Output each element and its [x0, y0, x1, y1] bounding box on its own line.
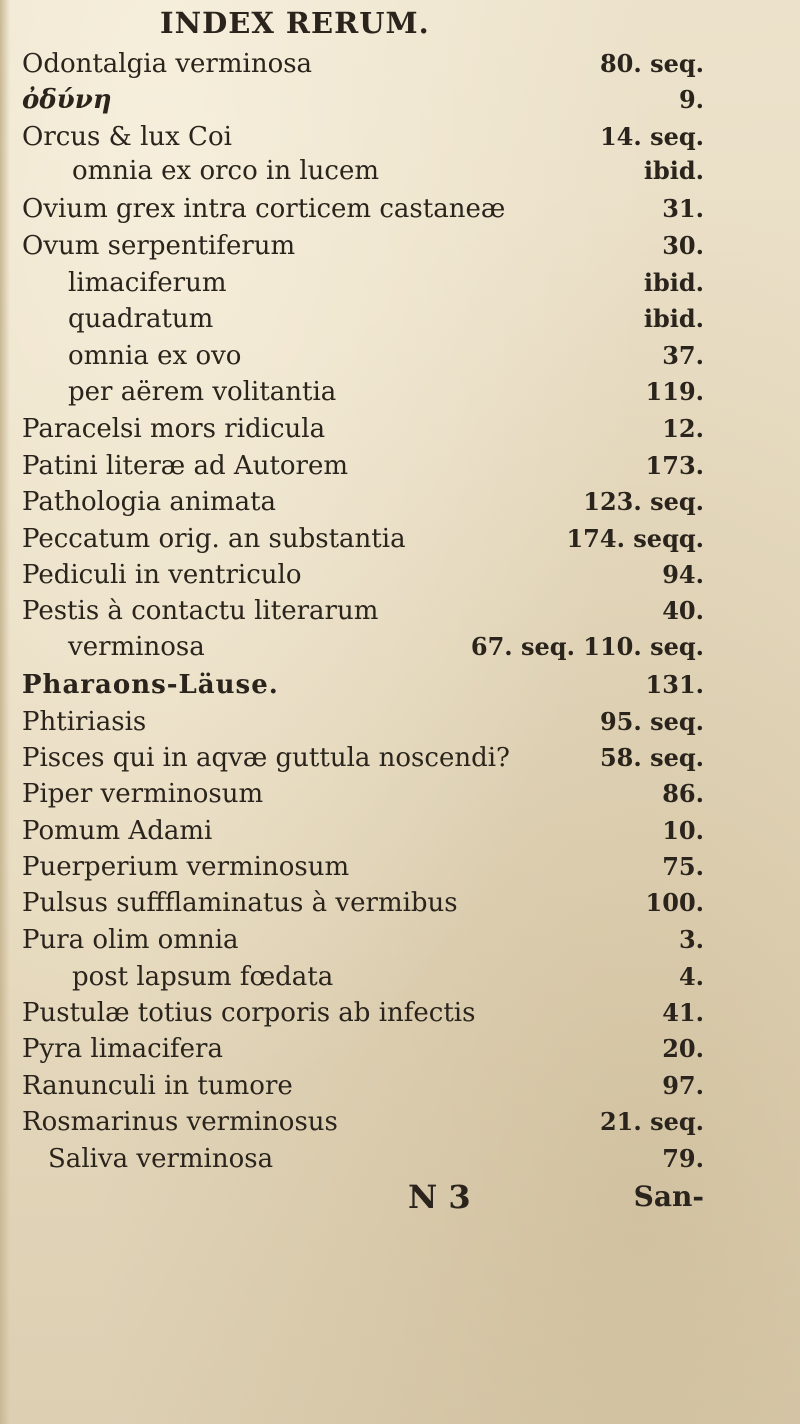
entry-term: Orcus & lux Coi	[22, 122, 232, 152]
entry-ref: 14. seq.	[599, 122, 704, 151]
catchword: San-	[633, 1180, 704, 1213]
entry-ref: 95. seq.	[599, 707, 704, 736]
index-entry	[0, 775, 800, 813]
entry-ref: ibid.	[643, 156, 704, 185]
entry-ref: 41.	[662, 998, 704, 1027]
index-entry	[0, 592, 800, 630]
entry-term: Pharaons-Läuse.	[22, 670, 279, 700]
index-entry	[0, 373, 800, 411]
entry-ref: 9.	[678, 85, 704, 114]
entry-ref: ibid.	[643, 268, 704, 297]
entry-term: Pestis à contactu literarum	[22, 596, 379, 626]
entry-term: Ovium grex intra corticem castaneæ	[22, 194, 506, 224]
index-entry	[0, 410, 800, 448]
entry-ref: 100.	[645, 888, 704, 917]
signature-mark: N 3	[408, 1178, 471, 1216]
entry-term: verminosa	[68, 632, 205, 662]
index-entry	[0, 227, 800, 265]
index-entry	[0, 1108, 800, 1174]
entry-ref: 21. seq.	[599, 1107, 704, 1136]
entry-term: Piper verminosum	[22, 779, 264, 809]
index-entry	[0, 703, 800, 741]
index-entry	[0, 848, 800, 886]
entry-term: Pustulæ totius corporis ab infectis	[22, 998, 476, 1028]
entry-term: omnia ex orco in lucem	[72, 156, 379, 186]
entry-ref: 31.	[662, 194, 704, 223]
entry-ref: 119.	[645, 377, 704, 406]
index-entry	[0, 921, 800, 959]
entry-ref: 79.	[662, 1144, 704, 1173]
entry-term: Phtiriasis	[22, 707, 147, 737]
entry-ref: 30.	[662, 231, 704, 260]
index-entry	[0, 447, 800, 485]
entry-term: ὀδύνη	[22, 85, 112, 115]
entry-ref: 3.	[678, 925, 704, 954]
index-entry	[0, 190, 800, 228]
index-entry	[0, 628, 800, 666]
entry-ref: 75.	[662, 852, 704, 881]
entry-ref: 123. seq.	[583, 487, 704, 516]
entry-ref: 94.	[662, 560, 704, 589]
entry-ref: 58. seq.	[599, 743, 704, 772]
index-entry	[0, 958, 800, 996]
index-entry	[0, 556, 800, 594]
index-entry	[0, 264, 800, 302]
entry-term: Pomum Adami	[22, 816, 213, 846]
index-entry	[0, 994, 800, 1032]
entry-ref: 40.	[662, 596, 704, 625]
entry-ref: 4.	[678, 962, 704, 991]
entry-term: Puerperium verminosum	[22, 852, 350, 882]
index-entry	[0, 483, 800, 521]
entry-term: Pisces qui in aqvæ guttula noscendi?	[22, 743, 510, 773]
entry-ref: 12.	[662, 414, 704, 443]
entry-ref: 97.	[662, 1071, 704, 1100]
index-entry	[0, 520, 800, 558]
entry-term: Ovum serpentiferum	[22, 231, 296, 261]
index-entry	[0, 884, 800, 922]
entry-ref: 10.	[662, 816, 704, 845]
entry-term: Paracelsi mors ridicula	[22, 414, 326, 444]
index-entry	[0, 337, 800, 375]
index-entry	[0, 81, 800, 119]
entry-term: limaciferum	[68, 268, 227, 298]
entry-term: post lapsum fœdata	[72, 962, 334, 992]
index-entry	[0, 1067, 800, 1105]
entry-term: Pura olim omnia	[22, 925, 239, 955]
entry-term: Odontalgia verminosa	[22, 49, 313, 79]
entry-ref: 20.	[662, 1034, 704, 1063]
entry-term: Ranunculi in tumore	[22, 1071, 293, 1101]
index-entry	[0, 666, 800, 704]
entry-ref: 131.	[645, 670, 704, 699]
index-entry	[0, 152, 800, 190]
entry-term: quadratum	[68, 304, 214, 334]
entry-term: Peccatum orig. an substantia	[22, 524, 406, 554]
entry-term: Pyra limacifera	[22, 1034, 223, 1064]
entry-term: Rosmarinus verminosus	[22, 1107, 338, 1137]
entry-ref: 67. seq. 110. seq.	[470, 632, 704, 661]
entry-term: Pulsus suffflaminatus à vermibus	[22, 888, 458, 918]
entry-term: Saliva verminosa	[48, 1144, 274, 1174]
entry-ref: 37.	[662, 341, 704, 370]
index-entry	[0, 118, 800, 156]
entry-term: Pathologia animata	[22, 487, 277, 517]
index-entry	[0, 45, 800, 83]
index-entry	[0, 812, 800, 850]
entry-ref: 80. seq.	[599, 49, 704, 78]
running-head: INDEX RERUM.	[160, 6, 430, 40]
entry-ref: 86.	[662, 779, 704, 808]
index-entry	[0, 300, 800, 338]
entry-term: Patini literæ ad Autorem	[22, 451, 349, 481]
entry-term: omnia ex ovo	[68, 341, 242, 371]
entry-term: per aërem volitantia	[68, 377, 337, 407]
entry-ref: ibid.	[643, 304, 704, 333]
index-entry	[0, 1030, 800, 1068]
entry-ref: 174. seqq.	[566, 524, 704, 553]
index-entry	[0, 739, 800, 777]
entry-term: Pediculi in ventriculo	[22, 560, 302, 590]
entry-ref: 173.	[645, 451, 704, 480]
